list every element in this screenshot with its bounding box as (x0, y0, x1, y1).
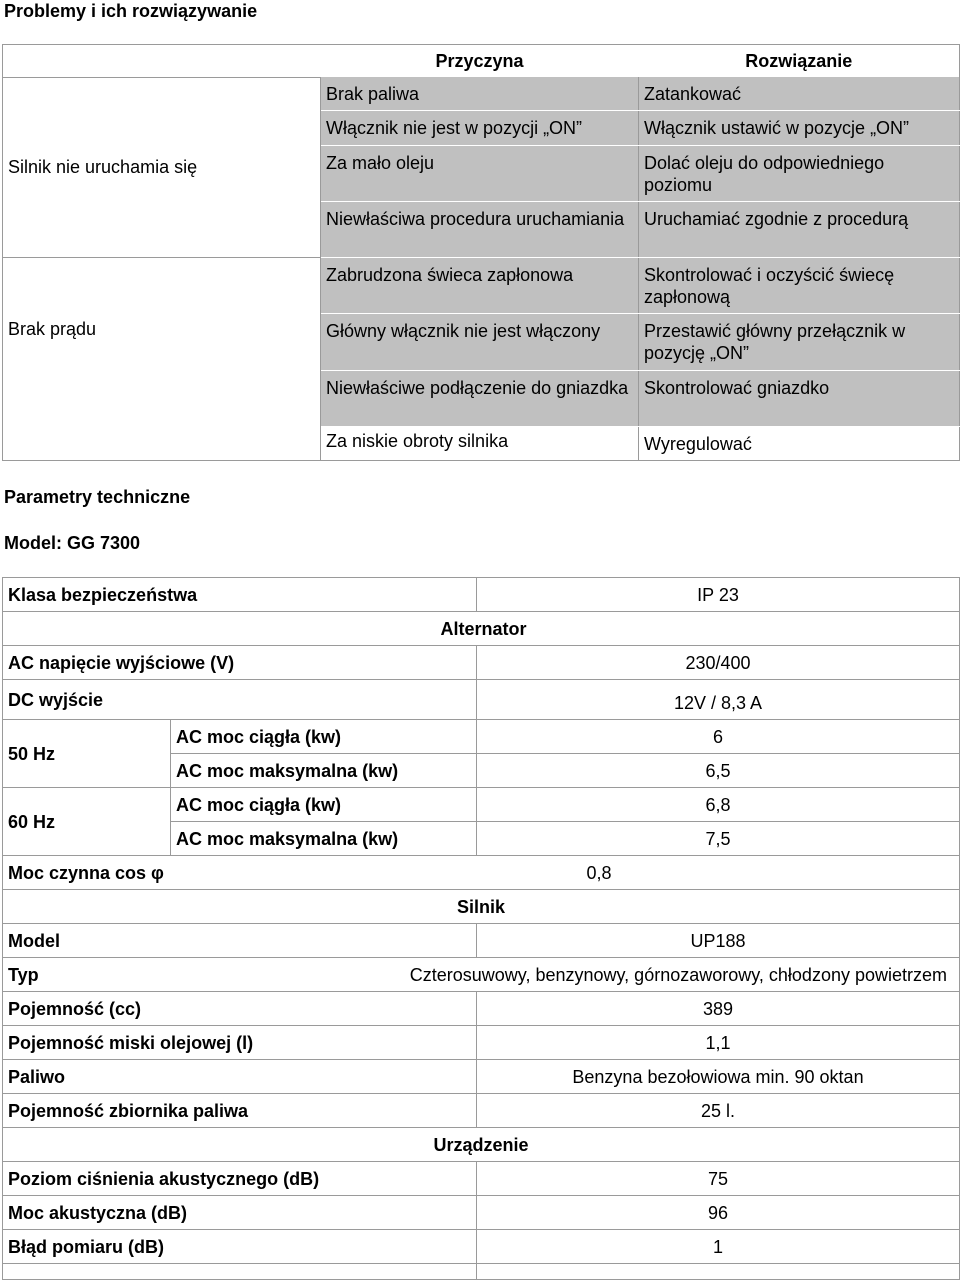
hz50-continuous-value: 6 (477, 720, 960, 754)
engine-type-value: Czterosuwowy, benzynowy, górnozaworowy, chłodzony powietrzem (171, 958, 960, 992)
dc-output-label: DC wyjście (3, 680, 477, 720)
hz60-continuous-label: AC moc ciągła (kw) (171, 788, 477, 822)
solution-cell: Uruchamiać zgodnie z procedurą (639, 201, 960, 257)
oil-capacity-value: 1,1 (477, 1026, 960, 1060)
solution-cell: Wyregulować (639, 426, 960, 460)
oil-capacity-label: Pojemność miski olejowej (l) (3, 1026, 477, 1060)
hz60-maximum-label: AC moc maksymalna (kw) (171, 822, 477, 856)
solution-cell: Zatankować (639, 77, 960, 110)
ac-voltage-label: AC napięcie wyjściowe (V) (3, 646, 477, 680)
sound-pressure-value: 75 (477, 1162, 960, 1196)
category-engine-wont-start: Silnik nie uruchamia się (3, 77, 321, 257)
dc-output-value: 12V / 8,3 A (477, 680, 960, 720)
cause-cell: Zabrudzona świeca zapłonowa (321, 257, 639, 313)
category-no-power: Brak prądu (3, 257, 321, 460)
fuel-value: Benzyna bezołowiowa min. 90 oktan (477, 1060, 960, 1094)
cause-cell: Brak paliwa (321, 77, 639, 110)
solution-cell: Skontrolować gniazdko (639, 370, 960, 426)
sound-power-label: Moc akustyczna (dB) (3, 1196, 477, 1230)
sound-power-value: 96 (477, 1196, 960, 1230)
power-factor-label: Moc czynna cos φ (3, 856, 477, 890)
engine-type-label: Typ (3, 958, 171, 992)
cause-cell: Główny włącznik nie jest włączony (321, 313, 639, 370)
engine-capacity-value: 389 (477, 992, 960, 1026)
measurement-error-label: Błąd pomiaru (dB) (3, 1230, 477, 1264)
cause-cell: Za mało oleju (321, 145, 639, 201)
fuel-label: Paliwo (3, 1060, 477, 1094)
alternator-header: Alternator (440, 618, 527, 639)
engine-model-label: Model (3, 924, 477, 958)
specs-table (2, 577, 960, 1280)
hz50-maximum-value: 6,5 (477, 754, 960, 788)
engine-capacity-label: Pojemność (cc) (3, 992, 477, 1026)
cause-header: Przyczyna (321, 45, 639, 78)
solution-header: Rozwiązanie (639, 45, 960, 78)
ac-voltage-value: 230/400 (477, 646, 960, 680)
hz60-label: 60 Hz (3, 788, 171, 856)
tank-value: 25 l. (477, 1094, 960, 1128)
engine-model-value: UP188 (477, 924, 960, 958)
solution-cell: Włącznik ustawić w pozycje „ON” (639, 110, 960, 145)
tank-label: Pojemność zbiornika paliwa (3, 1094, 477, 1128)
solution-cell: Dolać oleju do odpowiedniego poziomu (639, 145, 960, 201)
troubleshooting-title: Problemy i ich rozwiązywanie (4, 1, 258, 21)
specs-title: Parametry techniczne (4, 487, 191, 507)
power-factor-value: 0,8 (586, 862, 612, 883)
cause-cell: Niewłaściwe podłączenie do gniazdka (321, 370, 639, 426)
troubleshooting-table (2, 44, 960, 461)
cause-cell: Za niskie obroty silnika (321, 426, 639, 460)
hz50-maximum-label: AC moc maksymalna (kw) (171, 754, 477, 788)
cause-cell: Włącznik nie jest w pozycji „ON” (321, 110, 639, 145)
cause-cell: Niewłaściwa procedura uruchamiania (321, 201, 639, 257)
engine-header: Silnik (456, 896, 505, 917)
hz60-maximum-value: 7,5 (477, 822, 960, 856)
hz50-label: 50 Hz (3, 720, 171, 788)
measurement-error-value: 1 (477, 1230, 960, 1264)
device-header: Urządzenie (433, 1134, 529, 1155)
sound-pressure-label: Poziom ciśnienia akustycznego (dB) (3, 1162, 477, 1196)
solution-cell: Skontrolować i oczyścić świecę zapłonową (639, 257, 960, 313)
hz60-continuous-value: 6,8 (477, 788, 960, 822)
model-line: Model: GG 7300 (4, 533, 141, 553)
safety-label: Klasa bezpieczeństwa (3, 578, 477, 612)
solution-cell: Przestawić główny przełącznik w pozycję „ON” (639, 313, 960, 370)
safety-value: IP 23 (477, 578, 960, 612)
hz50-continuous-label: AC moc ciągła (kw) (171, 720, 477, 754)
